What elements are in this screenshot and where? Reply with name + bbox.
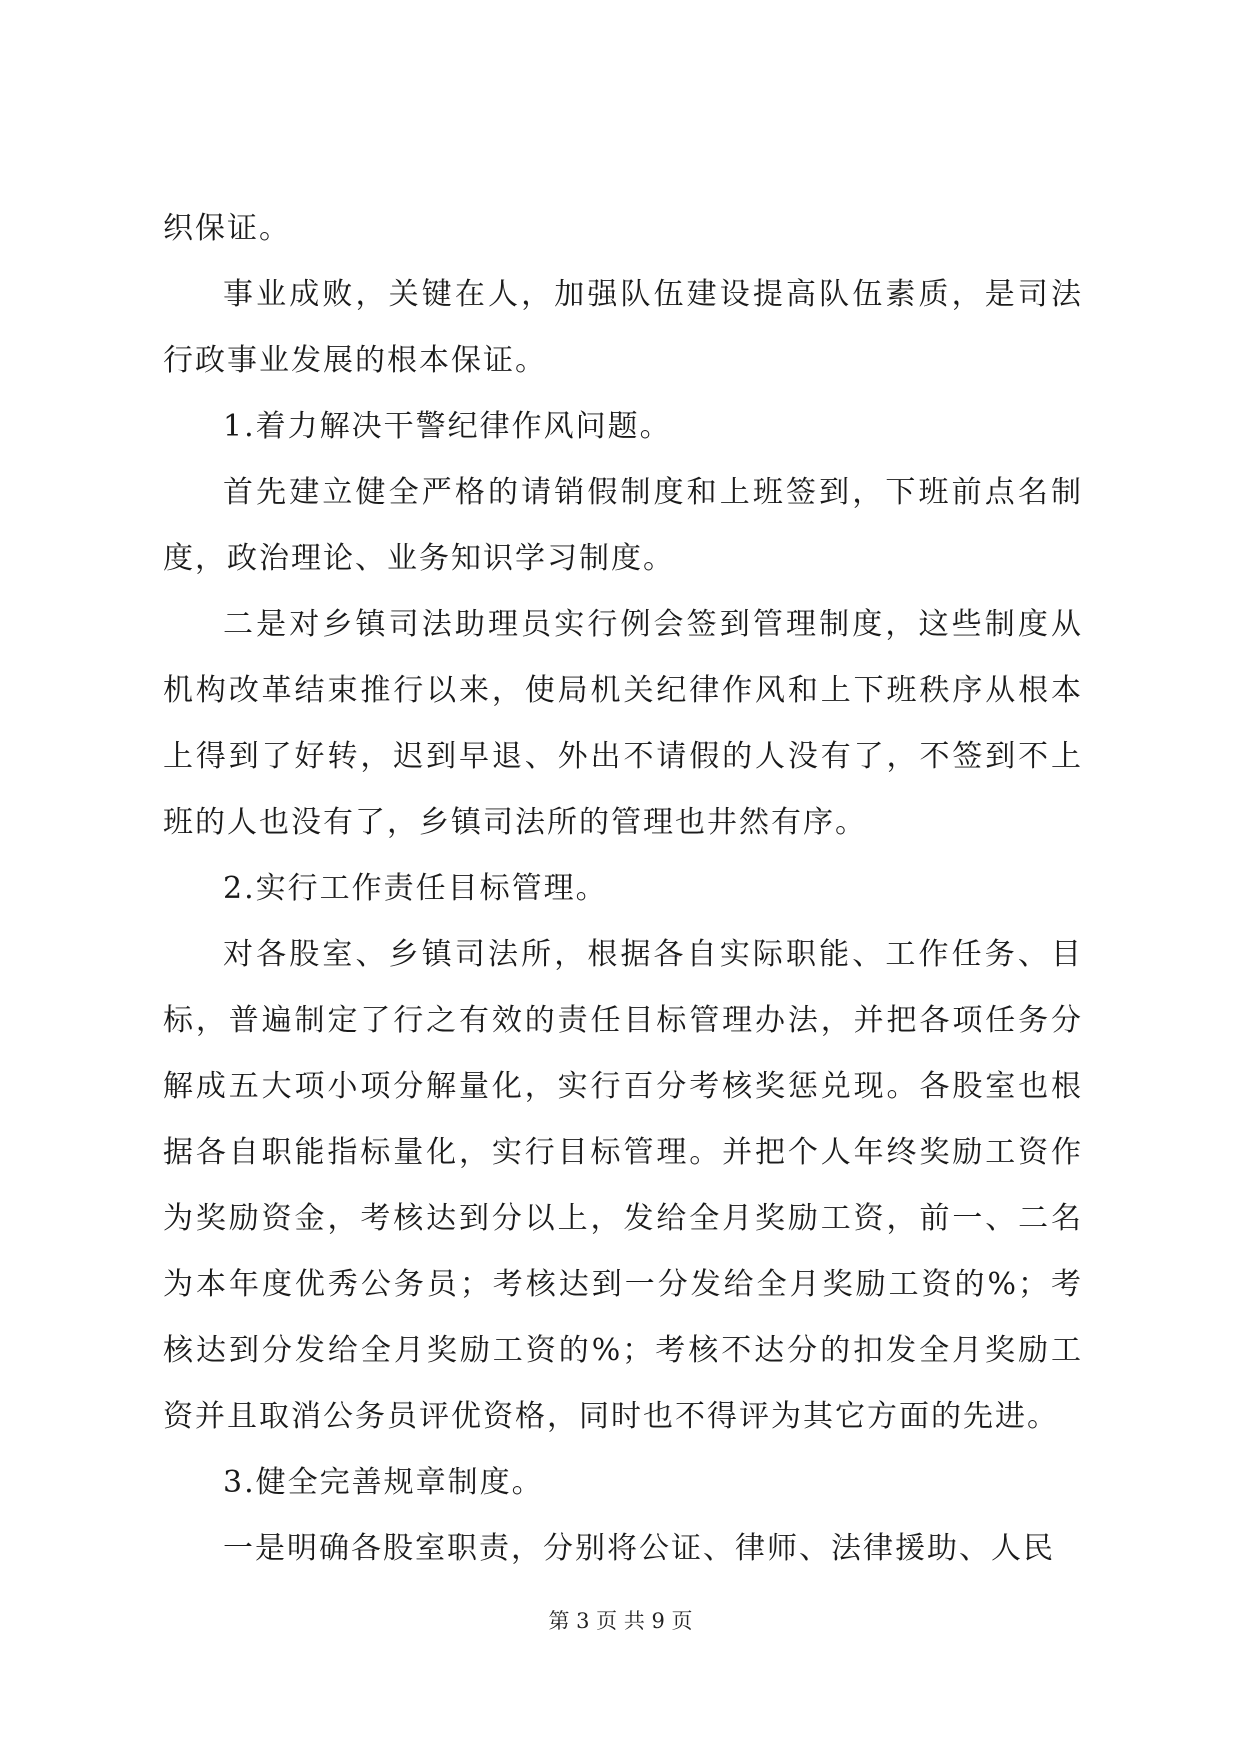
paragraph: 二是对乡镇司法助理员实行例会签到管理制度，这些制度从机构改革结束推行以来，使局机关纪律作风和上下班秩序从根本上得到了好转，迟到早退、外出不请假的人没有了，不签到不上班的人也没有了，乡镇司法所的管理也井然有序。 xyxy=(163,607,1083,840)
section-heading: 2.实行工作责任目标管理。 xyxy=(223,871,608,906)
section-heading: 1.着力解决干警纪律作风问题。 xyxy=(223,409,672,444)
document-body xyxy=(163,196,1083,1582)
paragraph: 织保证。 xyxy=(163,211,291,246)
page-footer: 第 3 页 共 9 页 xyxy=(548,1609,693,1633)
paragraph: 事业成败，关键在人，加强队伍建设提高队伍素质，是司法行政事业发展的根本保证。 xyxy=(163,277,1083,378)
paragraph: 对各股室、乡镇司法所，根据各自实际职能、工作任务、目标，普遍制定了行之有效的责任目标管理办法，并把各项任务分解成五大项小项分解量化，实行百分考核奖惩兑现。各股室也根据各自职能指标量化，实行目标管理。并把个人年终奖励工资作为奖励资金，考核达到分以上，发给全月奖励工资，前一、二名为本年度优秀公务员；考核达到一分发给全月奖励工资的%；考核达到分发给全月奖励工资的%；考核不达分的扣发全月奖励工资并且取消公务员评优资格，同时也不得评为其它方面的先进。 xyxy=(163,937,1083,1434)
paragraph: 一是明确各股室职责，分别将公证、律师、法律援助、人民 xyxy=(223,1531,1055,1566)
paragraph: 首先建立健全严格的请销假制度和上班签到，下班前点名制度，政治理论、业务知识学习制度。 xyxy=(163,475,1083,576)
section-heading: 3.健全完善规章制度。 xyxy=(223,1465,544,1500)
